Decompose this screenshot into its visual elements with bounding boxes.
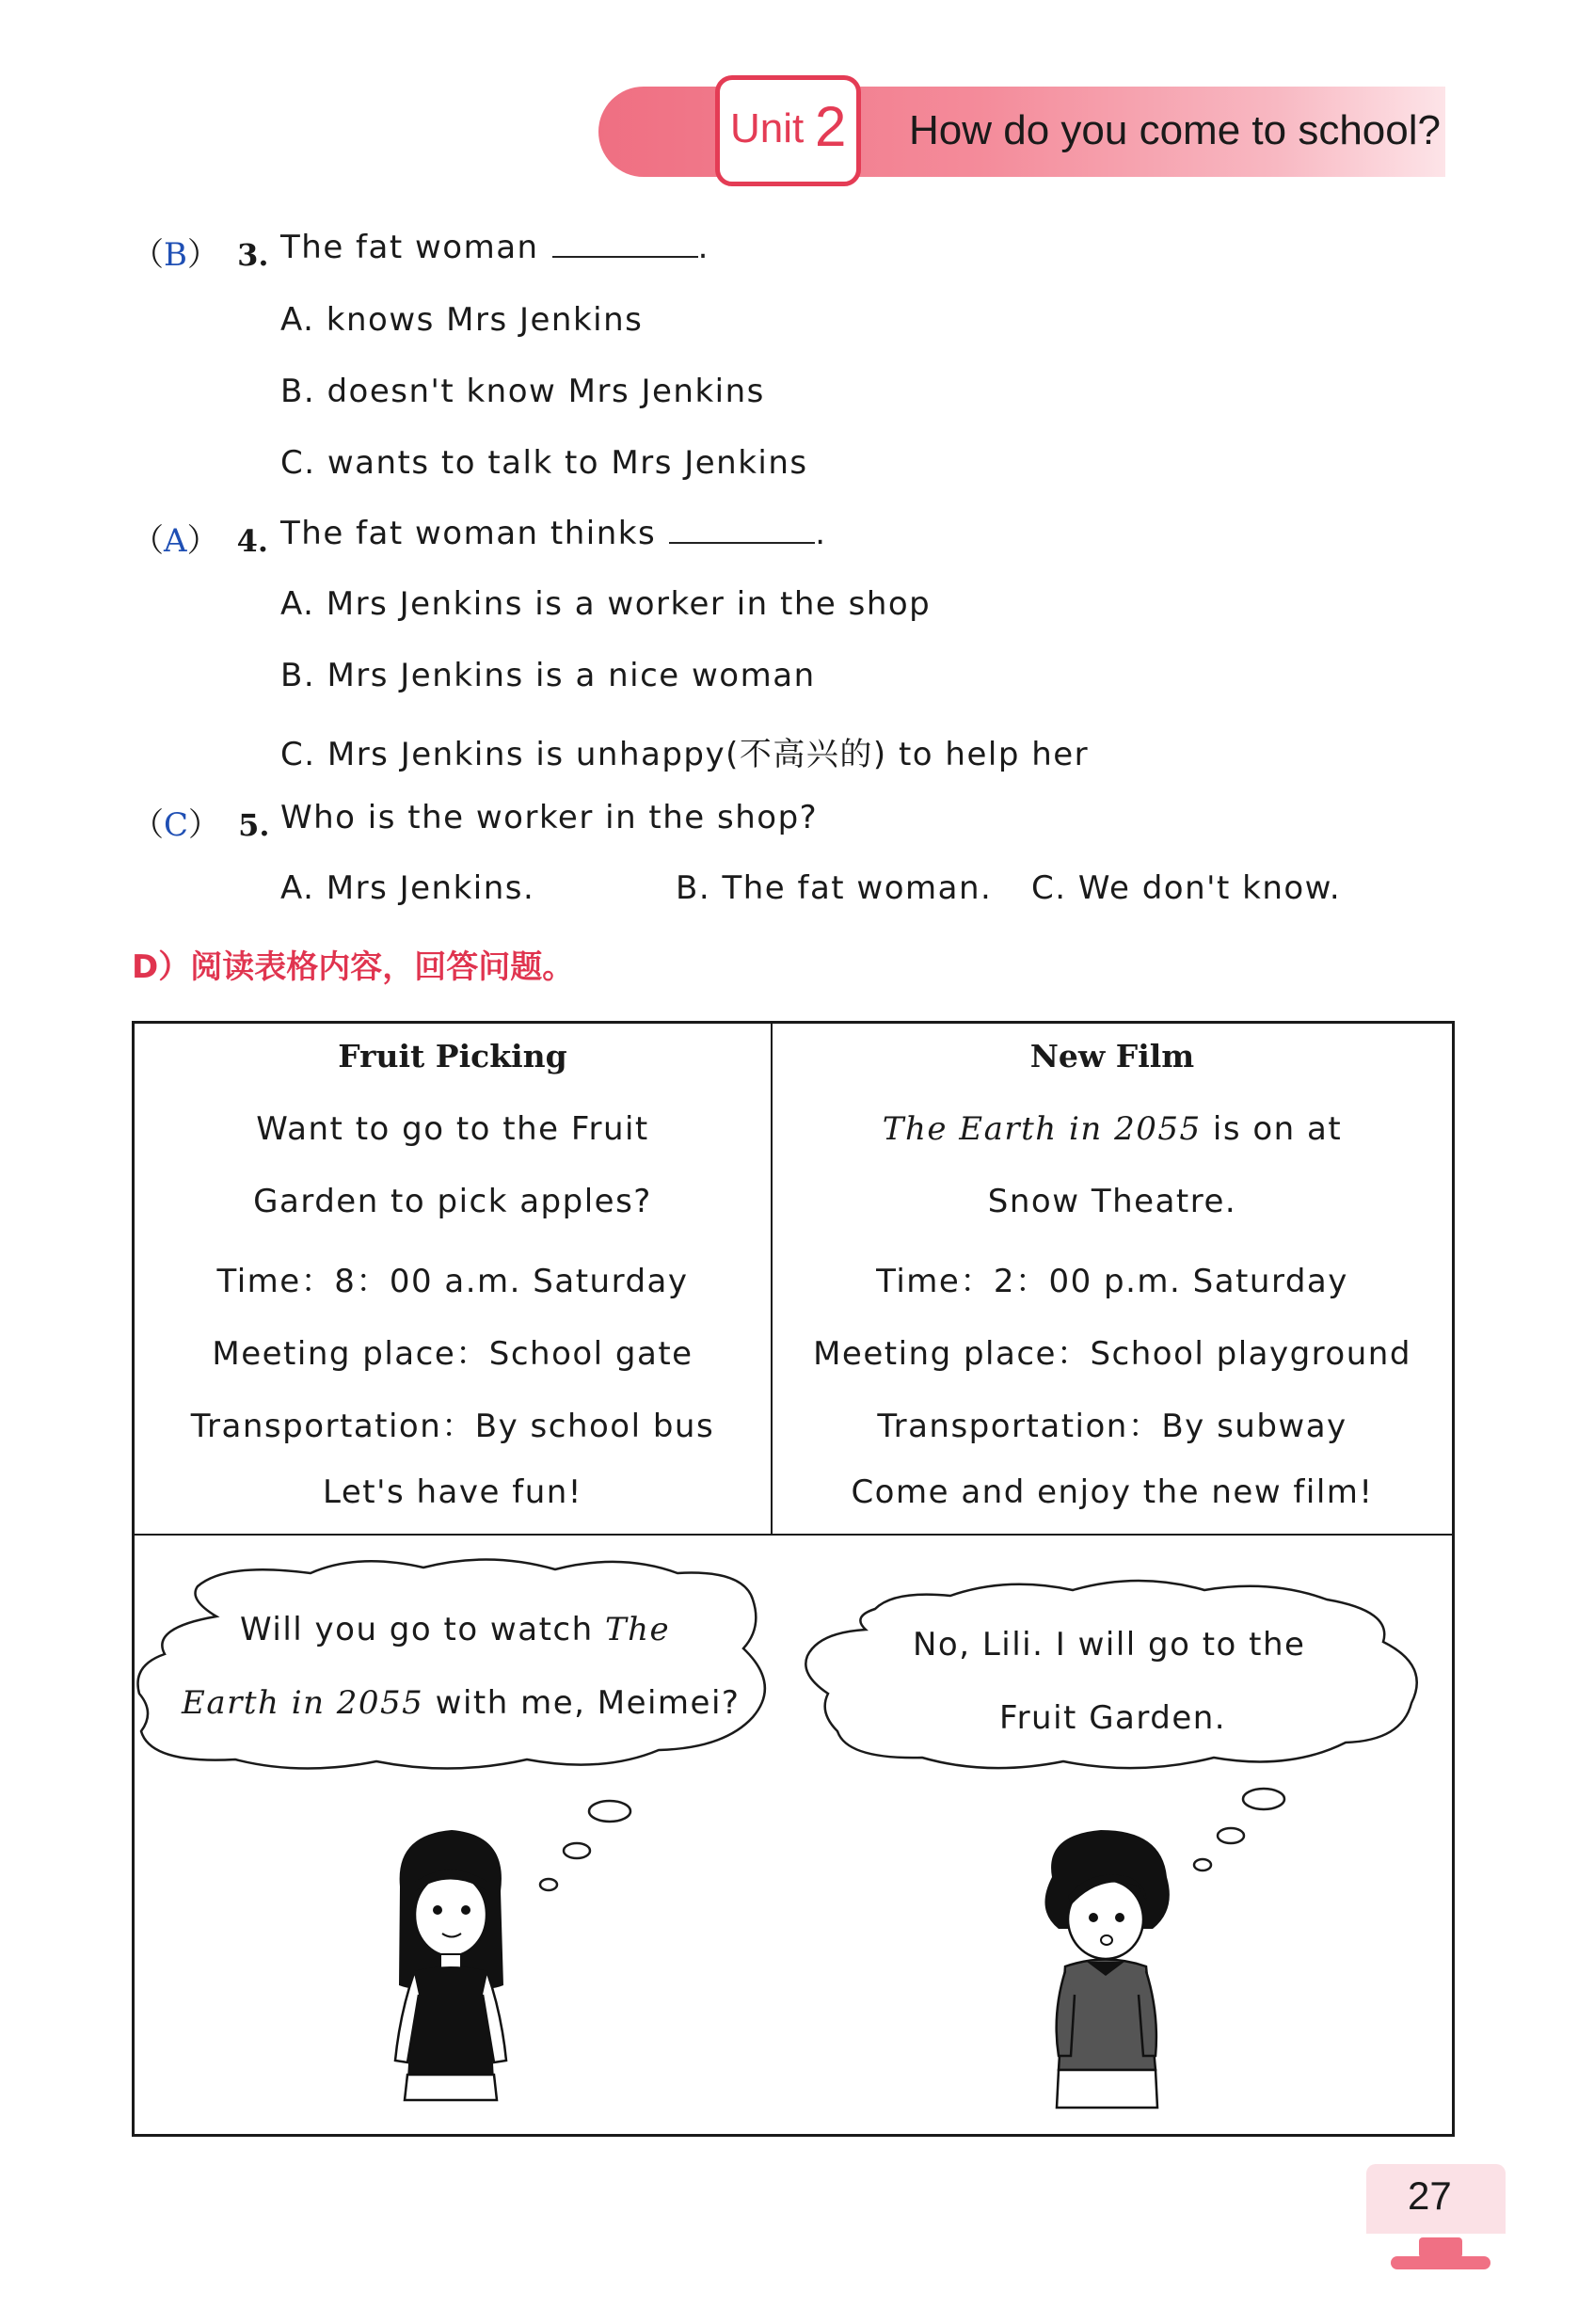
question-stem-5: Who is the worker in the shop? xyxy=(280,799,819,836)
fruit-line-2: Garden to pick apples? xyxy=(253,1183,652,1220)
film-meeting-place: Meeting place：School playground xyxy=(813,1335,1411,1373)
question-stem-4: The fat woman thinks . xyxy=(280,515,827,552)
film-transportation: Transportation：By subway xyxy=(877,1408,1347,1445)
new-film-title: New Film xyxy=(1029,1038,1195,1074)
option-4c: C. Mrs Jenkins is unhappy(不高兴的) to help her xyxy=(280,736,1090,773)
page-number: 27 xyxy=(1408,2173,1452,2218)
option-4b: B. Mrs Jenkins is a nice woman xyxy=(280,657,816,694)
answer-5: （C） xyxy=(132,806,221,844)
right-speech-line-1: No, Lili. I will go to the xyxy=(913,1626,1306,1663)
option-4a: A. Mrs Jenkins is a worker in the shop xyxy=(280,585,932,623)
fruit-meeting-place: Meeting place：School gate xyxy=(212,1335,693,1373)
left-speech-line-1: Will you go to watch The xyxy=(240,1611,671,1648)
question-number-3: 3. xyxy=(237,237,269,273)
film-name: The Earth in 2055 xyxy=(882,1110,1202,1148)
right-thought-dot-3 xyxy=(1194,1859,1211,1870)
left-thought-dot-1 xyxy=(589,1801,630,1822)
film-line-1: The Earth in 2055 is on at xyxy=(882,1110,1343,1148)
fruit-closing: Let's have fun! xyxy=(323,1473,582,1511)
answer-3: （B） xyxy=(132,236,219,274)
option-3b: B. doesn't know Mrs Jenkins xyxy=(280,373,765,410)
fruit-transportation: Transportation：By school bus xyxy=(190,1408,715,1445)
option-5a: A. Mrs Jenkins. xyxy=(280,869,535,907)
fruit-time: Time：8：00 a.m. Saturday xyxy=(216,1263,689,1300)
option-3c: C. wants to talk to Mrs Jenkins xyxy=(280,444,808,482)
left-thought-dot-2 xyxy=(564,1843,590,1858)
section-d-heading: D）阅读表格内容，回答问题。 xyxy=(132,948,575,986)
option-5b: B. The fat woman. xyxy=(676,869,993,907)
unit-number: 2 xyxy=(815,95,847,158)
right-speech-bubble xyxy=(805,1581,1416,1768)
question-number-4: 4. xyxy=(236,523,269,559)
fruit-picking-title: Fruit Picking xyxy=(338,1038,567,1074)
left-speech-bubble xyxy=(138,1559,765,1768)
unit-word: Unit xyxy=(730,105,805,151)
film-time: Time：2：00 p.m. Saturday xyxy=(876,1263,1348,1300)
unit-title: How do you come to school? xyxy=(909,107,1441,153)
right-thought-dot-1 xyxy=(1243,1789,1284,1809)
girl-meimei-figure xyxy=(1044,1830,1169,2108)
right-thought-dot-2 xyxy=(1218,1828,1244,1843)
left-speech-line-2: Earth in 2055 with me, Meimei? xyxy=(182,1684,741,1722)
film-closing: Come and enjoy the new film! xyxy=(851,1473,1374,1511)
option-3a: A. knows Mrs Jenkins xyxy=(280,301,644,339)
option-5c: C. We don't know. xyxy=(1031,869,1342,907)
left-thought-dot-3 xyxy=(540,1879,557,1890)
question-stem-3: The fat woman . xyxy=(280,229,709,266)
film-line-2: Snow Theatre. xyxy=(987,1183,1237,1220)
question-number-5: 5. xyxy=(238,807,270,843)
answer-4: （A） xyxy=(132,522,219,560)
page-number-base xyxy=(1391,2256,1490,2269)
girl-lili-figure xyxy=(395,1830,506,2100)
fruit-line-1: Want to go to the Fruit xyxy=(256,1110,649,1148)
right-speech-line-2: Fruit Garden. xyxy=(999,1699,1227,1737)
page-number-stand xyxy=(1419,2237,1462,2258)
